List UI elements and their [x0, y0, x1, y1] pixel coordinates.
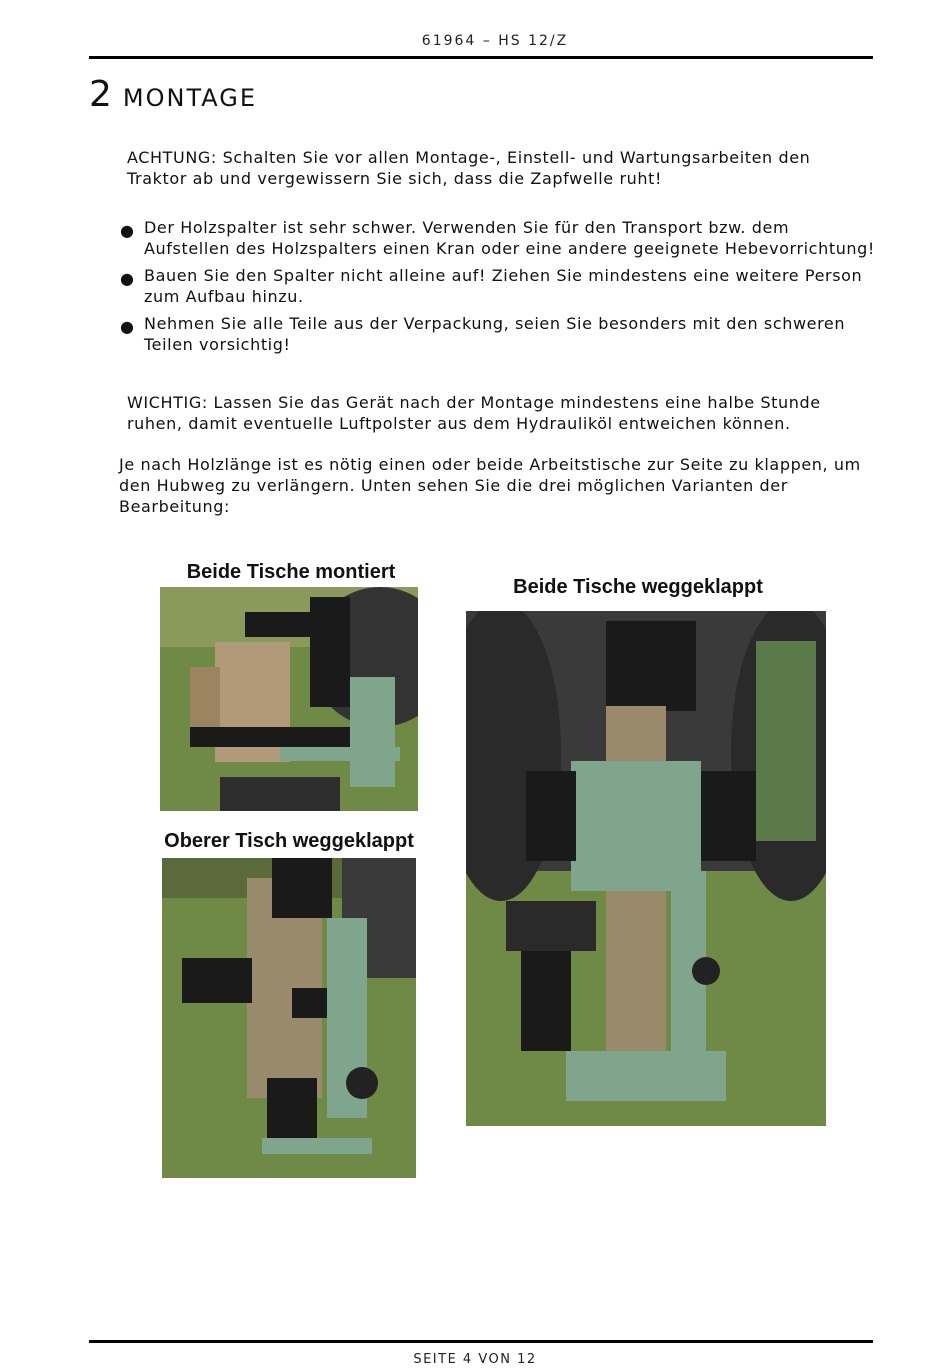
section-title: MONTAGE — [122, 84, 258, 112]
document-header: 61964 – HS 12/Z — [421, 33, 569, 49]
header-rule — [89, 56, 873, 59]
bullet-text: Der Holzspalter ist sehr schwer. Verwenden Sie für den Transport bzw. dem Aufstellen des Holzspalters einen Kran oder eine andere geeignete Hebevorrichtung! — [144, 218, 875, 258]
photo-both-tables-folded — [466, 611, 826, 1126]
bullet-icon: ● — [120, 221, 135, 240]
list-item — [118, 313, 878, 355]
section-number: 2 — [89, 74, 113, 115]
photo-both-tables-mounted — [160, 587, 418, 811]
warning-paragraph: ACHTUNG: Schalten Sie vor allen Montage-, Einstell- und Wartungsarbeiten den Traktor ab und vergewissern Sie sich, dass die Zapfwelle ruht! — [127, 148, 811, 188]
important-paragraph: WICHTIG: Lassen Sie das Gerät nach der Montage mindestens eine halbe Stunde ruhen, damit eventuelle Luftpolster aus dem Hydrauliköl entweichen können. — [127, 393, 821, 433]
figure-caption-both-folded: Beide Tische weggeklappt — [513, 576, 763, 598]
bullet-text: Bauen Sie den Spalter nicht alleine auf! Ziehen Sie mindestens eine weitere Person zum Aufbau hinzu. — [144, 266, 863, 306]
list-item — [118, 217, 878, 259]
bullet-list — [118, 217, 878, 361]
bullet-icon: ● — [120, 317, 135, 336]
page-number: SEITE 4 VON 12 — [413, 1352, 537, 1367]
bullet-text: Nehmen Sie alle Teile aus der Verpackung, seien Sie besonders mit den schweren Teilen vorsichtig! — [144, 314, 846, 354]
photo-upper-table-folded — [162, 858, 416, 1178]
list-item — [118, 265, 878, 307]
intro-paragraph: Je nach Holzlänge ist es nötig einen oder beide Arbeitstische zur Seite zu klappen, um den Hubweg zu verlängern. Unten sehen Sie die drei möglichen Varianten der Bearbeitung: — [119, 455, 861, 516]
figure-caption-upper-folded: Oberer Tisch weggeklappt — [164, 830, 414, 852]
footer-rule — [89, 1340, 873, 1343]
figure-caption-both-mounted: Beide Tische montiert — [186, 561, 396, 583]
section-heading — [89, 74, 257, 115]
bullet-icon: ● — [120, 269, 135, 288]
